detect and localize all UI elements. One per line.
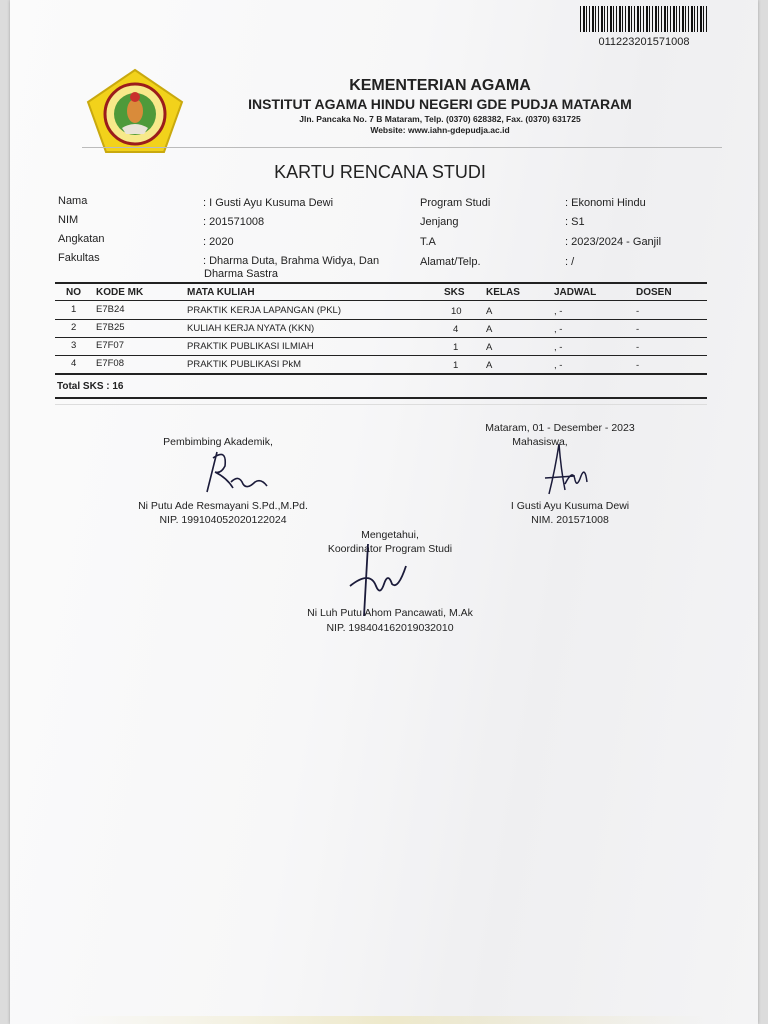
institute-website: Website: www.iahn-gdepudja.ac.id: [370, 125, 510, 135]
total-rule: [55, 397, 707, 399]
student-signature: [535, 440, 595, 500]
table-header-rule: [55, 300, 707, 301]
advisor-role: Pembimbing Akademik,: [163, 436, 273, 448]
cell-mata-kuliah: PRAKTIK PUBLIKASI ILMIAH: [187, 341, 314, 352]
col-header-kode: KODE MK: [96, 287, 144, 298]
institute-name: INSTITUT AGAMA HINDU NEGERI GDE PUDJA MATARAM: [248, 96, 632, 112]
fakultas-value-line2: Dharma Sastra: [204, 268, 278, 280]
bottom-edge-shadow: [70, 1016, 710, 1024]
nim-value: : 201571008: [203, 216, 265, 228]
row-divider: [55, 337, 707, 338]
fakultas-label: Fakultas: [58, 252, 100, 264]
ta-label: T.A: [420, 236, 436, 248]
cell-kode: E7B25: [96, 322, 125, 333]
alamat-value: : /: [565, 256, 575, 268]
prodi-value: : Ekonomi Hindu: [565, 197, 646, 209]
table-bottom-rule: [55, 373, 707, 375]
row-divider: [55, 355, 707, 356]
coordinator-name: Ni Luh Putu Ahom Pancawati, M.Ak: [307, 607, 473, 619]
cell-kelas: A: [486, 306, 493, 317]
col-header-dosen: DOSEN: [636, 287, 672, 298]
cell-jadwal: , -: [554, 342, 563, 353]
cell-dosen: -: [636, 306, 640, 317]
coordinator-nip: NIP. 198404162019032010: [326, 622, 454, 634]
institute-address: Jln. Pancaka No. 7 B Mataram, Telp. (0370) 628382, Fax. (0370) 631725: [299, 114, 581, 124]
cell-sks: 4: [453, 324, 459, 335]
cell-mata-kuliah: KULIAH KERJA NYATA (KKN): [187, 323, 315, 334]
document-title: KARTU RENCANA STUDI: [274, 162, 486, 182]
ministry-name: KEMENTERIAN AGAMA: [349, 77, 531, 94]
angkatan-label: Angkatan: [58, 233, 105, 245]
advisor-signature: [195, 444, 275, 496]
advisor-name: Ni Putu Ade Resmayani S.Pd.,M.Pd.: [138, 500, 308, 512]
row-divider: [55, 319, 707, 320]
cell-kode: E7F08: [96, 358, 124, 369]
cell-dosen: -: [636, 342, 640, 353]
coordinator-role-line1: Mengetahui,: [361, 529, 419, 541]
cell-kode: E7B24: [96, 304, 125, 315]
jenjang-value: : S1: [565, 216, 585, 228]
fakultas-value-line1: : Dharma Duta, Brahma Widya, Dan: [203, 255, 380, 267]
cell-jadwal: , -: [554, 360, 563, 371]
col-header-no: NO: [66, 287, 81, 298]
cell-dosen: -: [636, 360, 640, 371]
cell-kelas: A: [486, 360, 493, 371]
cell-kelas: A: [486, 342, 493, 353]
nama-label: Nama: [58, 195, 88, 207]
cell-mata-kuliah: PRAKTIK KERJA LAPANGAN (PKL): [187, 305, 341, 316]
cell-jadwal: , -: [554, 306, 563, 317]
col-header-sks: SKS: [444, 287, 465, 298]
coordinator-role-line2: Koordinator Program Studi: [327, 543, 453, 555]
cell-dosen: -: [636, 324, 640, 335]
jenjang-label: Jenjang: [420, 216, 459, 228]
nama-value: : I Gusti Ayu Kusuma Dewi: [203, 197, 334, 209]
cell-kelas: A: [486, 324, 493, 335]
col-header-mata-kuliah: MATA KULIAH: [187, 287, 255, 298]
document-page: [10, 0, 758, 1024]
cell-no: 2: [71, 322, 77, 333]
faint-rule: [55, 404, 707, 405]
student-nim: NIM. 201571008: [531, 514, 609, 526]
alamat-label: Alamat/Telp.: [420, 256, 481, 268]
barcode-number: 011223201571008: [598, 36, 690, 48]
header-divider: [82, 147, 722, 148]
angkatan-value: : 2020: [203, 236, 234, 248]
student-role: Mahasiswa,: [512, 436, 568, 448]
col-header-kelas: KELAS: [486, 287, 520, 298]
cell-no: 4: [71, 358, 77, 369]
total-sks: Total SKS : 16: [57, 381, 124, 392]
table-top-rule: [55, 282, 707, 284]
barcode: [580, 6, 708, 32]
student-name: I Gusti Ayu Kusuma Dewi: [510, 500, 630, 512]
cell-mata-kuliah: PRAKTIK PUBLIKASI PkM: [187, 359, 302, 370]
cell-no: 1: [71, 304, 77, 315]
advisor-nip: NIP. 199104052020122024: [159, 514, 287, 526]
cell-jadwal: , -: [554, 324, 563, 335]
nim-label: NIM: [58, 214, 79, 226]
cell-sks: 1: [453, 360, 459, 371]
cell-no: 3: [71, 340, 77, 351]
ta-value: : 2023/2024 - Ganjil: [565, 236, 662, 248]
institution-logo: [84, 68, 186, 156]
prodi-label: Program Studi: [420, 197, 491, 209]
col-header-jadwal: JADWAL: [554, 287, 597, 298]
cell-sks: 10: [451, 306, 462, 317]
cell-sks: 1: [453, 342, 459, 353]
cell-kode: E7F07: [96, 340, 124, 351]
place-date: Mataram, 01 - Desember - 2023: [485, 422, 635, 434]
